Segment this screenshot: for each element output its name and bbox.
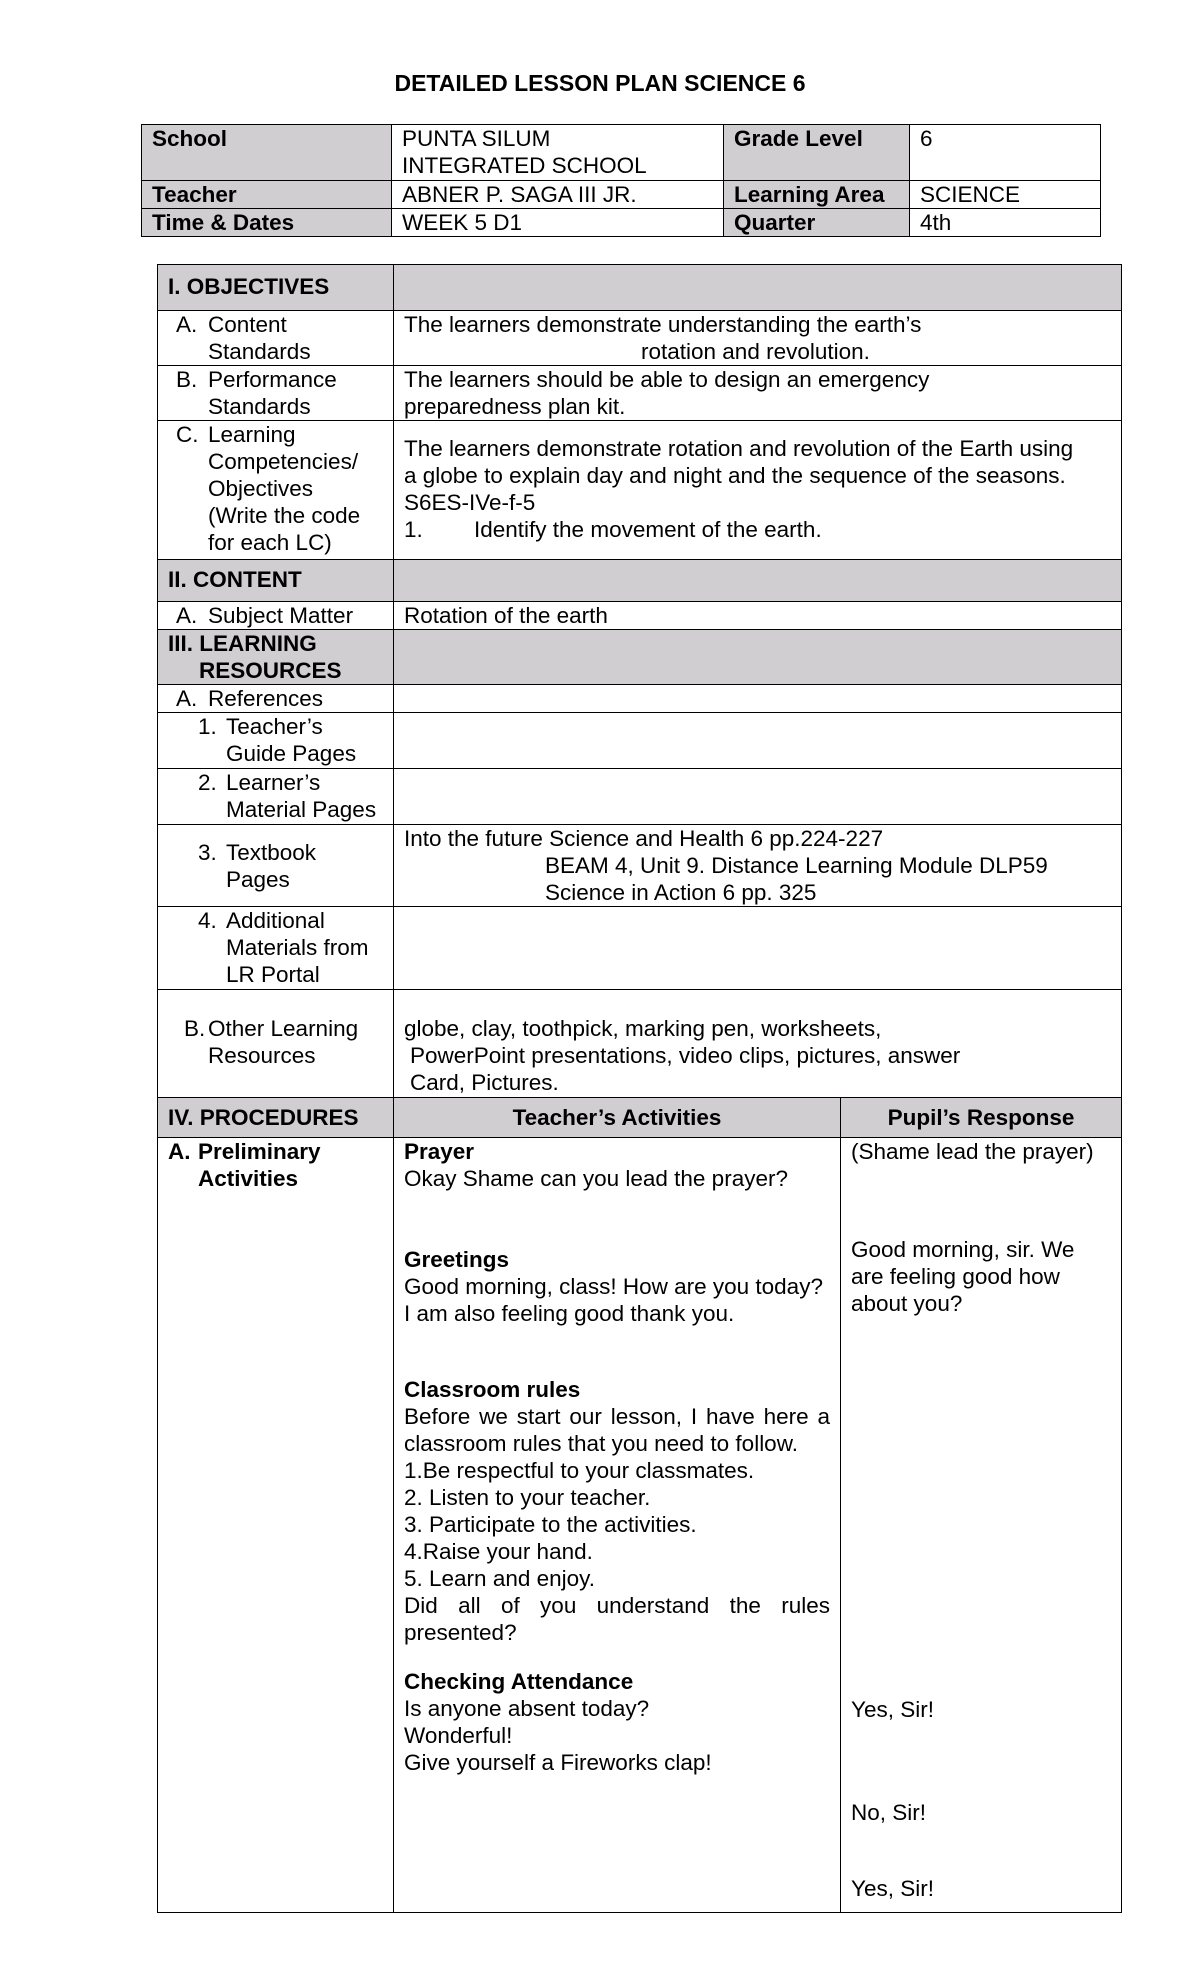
- rule-item: 5. Learn and enjoy.: [404, 1566, 595, 1591]
- greetings-title: Greetings: [404, 1247, 510, 1272]
- objectives-heading-blank: [394, 265, 1122, 311]
- teacher-value: ABNER P. SAGA III JR.: [392, 181, 724, 209]
- school-value: PUNTA SILUM INTEGRATED SCHOOL: [392, 125, 724, 181]
- teacher-activities-header: Teacher’s Activities: [394, 1098, 841, 1138]
- quarter-value: 4th: [910, 209, 1101, 237]
- pupil-response-cell: [841, 1138, 1122, 1913]
- resources-heading: III. LEARNING RESOURCES: [158, 630, 394, 685]
- objectives-heading: I. OBJECTIVES: [158, 265, 394, 311]
- teachers-guide-blank: [394, 713, 1122, 769]
- response-greetings: Good morning, sir. We are feeling good how about you?: [851, 1237, 1075, 1316]
- rules-intro: Before we start our lesson, I have here a classroom rules that you need to follow.: [404, 1404, 830, 1456]
- additional-materials-blank: [394, 907, 1122, 990]
- time-value: WEEK 5 D1: [392, 209, 724, 237]
- prayer-title: Prayer: [404, 1139, 475, 1164]
- rule-item: 3. Participate to the activities.: [404, 1512, 697, 1537]
- rule-item: 4.Raise your hand.: [404, 1539, 593, 1564]
- performance-standards-label: B. Performance Standards: [158, 366, 394, 421]
- area-label: Learning Area: [724, 181, 910, 209]
- time-label: Time & Dates: [142, 209, 392, 237]
- quarter-label: Quarter: [724, 209, 910, 237]
- textbook-text: Into the future Science and Health 6 pp.224-227 BEAM 4, Unit 9. Distance Learning Module DLP59 Science in Action 6 pp. 325: [394, 825, 1122, 907]
- competencies-label: C. Learning Competencies/ Objectives (Write the code for each LC): [158, 421, 394, 560]
- references-blank: [394, 685, 1122, 713]
- lesson-plan-table: [157, 264, 1122, 1913]
- teachers-guide-label: 1. Teacher’s Guide Pages: [158, 713, 394, 769]
- response-clap: Yes, Sir!: [851, 1876, 934, 1901]
- rules-title: Classroom rules: [404, 1377, 581, 1402]
- content-standards-text: The learners demonstrate understanding the earth’s rotation and revolution.: [394, 311, 1122, 366]
- attendance-text: Wonderful!: [404, 1723, 513, 1748]
- performance-standards-text: The learners should be able to design an emergency preparedness plan kit.: [394, 366, 1122, 421]
- grade-label: Grade Level: [724, 125, 910, 181]
- other-resources-label: B. Other Learning Resources: [158, 990, 394, 1098]
- page-title: DETAILED LESSON PLAN SCIENCE 6: [394, 70, 806, 96]
- rule-item: 2. Listen to your teacher.: [404, 1485, 651, 1510]
- references-label: A. References: [158, 685, 394, 713]
- rule-item: 1.Be respectful to your classmates.: [404, 1458, 755, 1483]
- response-rules: Yes, Sir!: [851, 1697, 934, 1722]
- prayer-text: Okay Shame can you lead the prayer?: [404, 1166, 788, 1191]
- area-value: SCIENCE: [910, 181, 1101, 209]
- textbook-label: 3. Textbook Pages: [158, 825, 394, 907]
- resources-heading-blank: [394, 630, 1122, 685]
- teacher-activities-cell: [394, 1138, 841, 1913]
- teacher-label: Teacher: [142, 181, 392, 209]
- other-resources-text: globe, clay, toothpick, marking pen, worksheets, PowerPoint presentations, video clips, pictures, answer Card, Pictures.: [394, 990, 1122, 1098]
- header-table: [141, 124, 1101, 237]
- competencies-text: The learners demonstrate rotation and revolution of the Earth using a globe to explain day and night and the sequence of the seasons. S6ES-IVe-f-5 1. Identify the movement of the earth.: [394, 421, 1122, 560]
- greetings-text: Good morning, class! How are you today?: [404, 1274, 823, 1299]
- subject-matter-label: A. Subject Matter: [158, 602, 394, 630]
- school-label: School: [142, 125, 392, 181]
- subject-matter-value: Rotation of the earth: [394, 602, 1122, 630]
- grade-value: 6: [910, 125, 1101, 181]
- procedures-heading: IV. PROCEDURES: [158, 1098, 394, 1138]
- response-absent: No, Sir!: [851, 1800, 927, 1825]
- attendance-title: Checking Attendance: [404, 1669, 634, 1694]
- preliminary-activities-label: A. Preliminary Activities: [158, 1138, 394, 1913]
- content-standards-label: A. Content Standards: [158, 311, 394, 366]
- content-heading-blank: [394, 560, 1122, 602]
- response-prayer: (Shame lead the prayer): [851, 1139, 1094, 1164]
- rules-question: Did all of you understand the rules presented?: [404, 1593, 830, 1645]
- content-heading: II. CONTENT: [158, 560, 394, 602]
- additional-materials-label: 4. Additional Materials from LR Portal: [158, 907, 394, 990]
- learners-material-label: 2. Learner’s Material Pages: [158, 769, 394, 825]
- pupil-response-header: Pupil’s Response: [841, 1098, 1122, 1138]
- attendance-text: Give yourself a Fireworks clap!: [404, 1750, 712, 1775]
- attendance-text: Is anyone absent today?: [404, 1696, 650, 1721]
- learners-material-blank: [394, 769, 1122, 825]
- greetings-reply: I am also feeling good thank you.: [404, 1301, 735, 1326]
